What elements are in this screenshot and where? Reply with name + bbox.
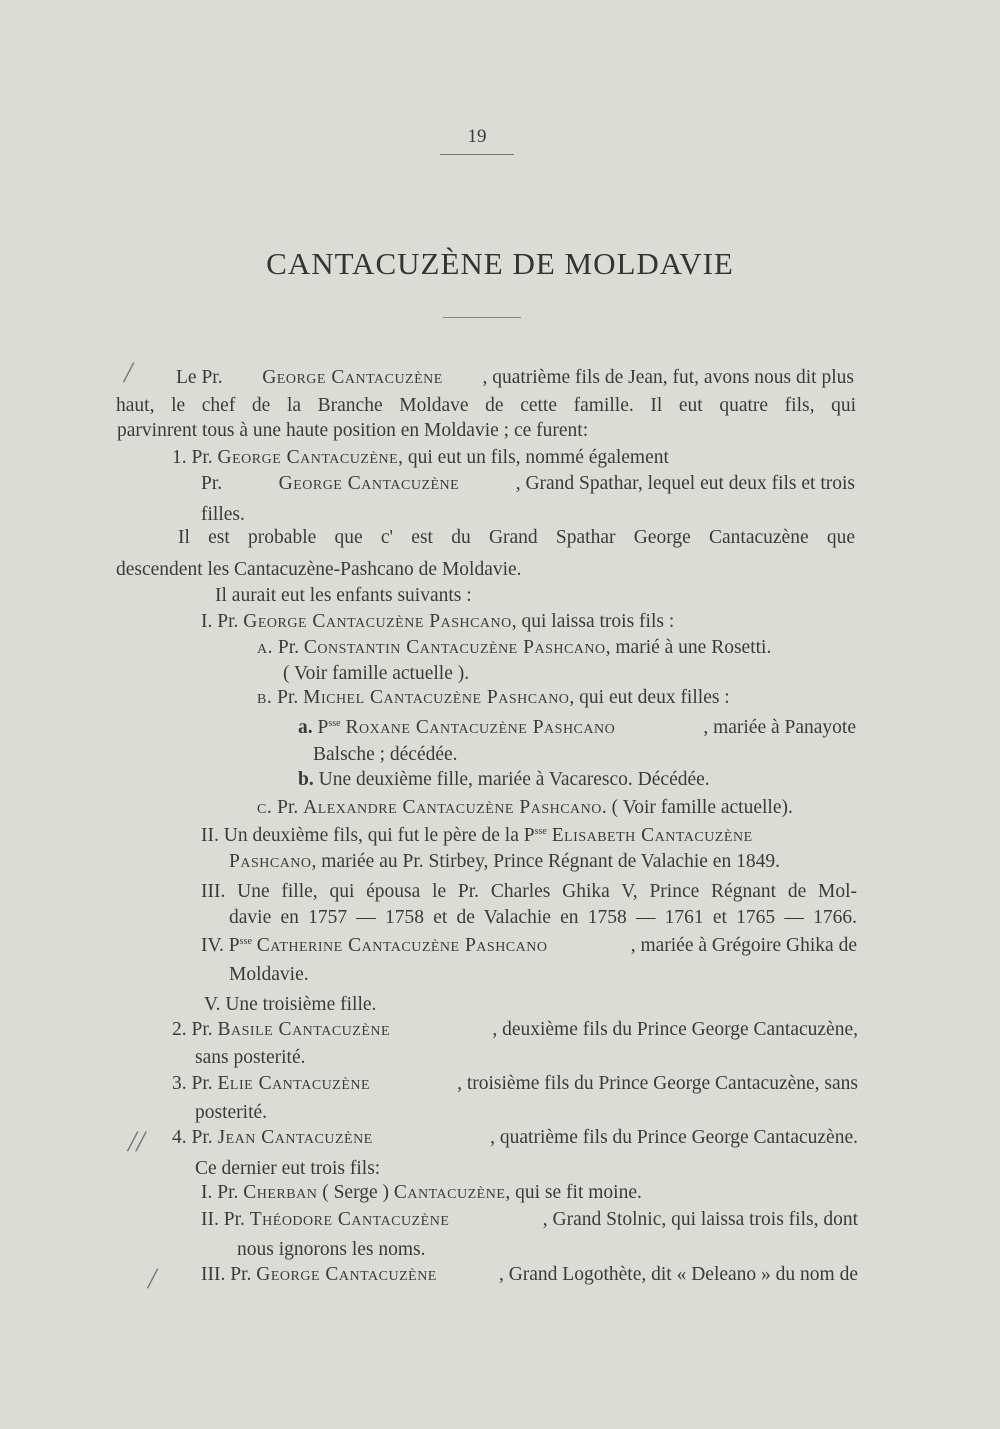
text-line: Balsche ; décédée. <box>313 744 458 765</box>
text-line: Ce dernier eut trois fils: <box>195 1158 381 1179</box>
text-line: Moldavie. <box>229 964 309 985</box>
list-item: 3. Pr. Elie Cantacuzène , troisième fils du Prince George Cantacuzène, sans <box>172 1073 858 1094</box>
text-line: Il aurait eut les enfants suivants : <box>215 585 472 606</box>
page-number: 19 <box>440 126 514 155</box>
text-line: posterité. <box>195 1102 268 1123</box>
text-line: haut, le chef de la Branche Moldave de cette famille. Il eut quatre fils, qui <box>116 395 856 416</box>
list-item: III. Une fille, qui épousa le Pr. Charles Ghika V, Prince Régnant de Mol- <box>201 881 857 902</box>
list-item: IV. $P^{sse}$ Catherine Cantacuzène Pashcano , mariée à Grégoire Ghika de <box>201 935 857 956</box>
text-line: Il est probable que c' est du Grand Spathar George Cantacuzène que <box>178 527 855 548</box>
pencil-mark: / <box>148 1262 157 1295</box>
list-item: III. Pr. George Cantacuzène , Grand Logothète, dit « Deleano » du nom de <box>201 1264 858 1285</box>
page-title: CANTACUZÈNE DE MOLDAVIE <box>266 246 734 281</box>
pencil-mark: // <box>128 1125 145 1158</box>
text-line: Pr. George Cantacuzène , Grand Spathar, lequel eut deux fils et trois <box>201 473 855 494</box>
list-item: c. Pr. Alexandre Cantacuzène Pashcano. ( Voir famille actuelle). <box>257 797 793 818</box>
list-item: 4. Pr. Jean Cantacuzène , quatrième fils du Prince George Cantacuzène. <box>172 1127 858 1148</box>
list-item: a. $P^{sse}$ Roxane Cantacuzène Pashcano , mariée à Panayote <box>298 717 856 738</box>
text-line: filles. <box>201 504 245 525</box>
list-item: b. Pr. Michel Cantacuzène Pashcano, qui eut deux filles : <box>257 687 730 708</box>
pencil-mark: / <box>124 356 133 389</box>
list-item: 1. Pr. George Cantacuzène, qui eut un fils, nommé également <box>172 447 669 468</box>
text-line: Le Pr. George Cantacuzène , quatrième fils de Jean, fut, avons nous dit plus <box>176 367 854 388</box>
list-item: b. Une deuxième fille, mariée à Vacaresco. Décédée. <box>298 769 710 790</box>
list-item: II. Pr. Théodore Cantacuzène , Grand Stolnic, qui laissa trois fils, dont <box>201 1209 858 1230</box>
list-item: 2. Pr. Basile Cantacuzène , deuxième fils du Prince George Cantacuzène, <box>172 1019 858 1040</box>
text-line: davie en 1757 — 1758 et de Valachie en 1758 — 1761 et 1765 — 1766. <box>229 907 857 928</box>
text-line: ( Voir famille actuelle ). <box>283 663 470 684</box>
list-item: I. Pr. Cherban ( Serge ) Cantacuzène, qui se fit moine. <box>201 1182 642 1203</box>
title-rule <box>443 317 521 318</box>
list-item: II. Un deuxième fils, qui fut le père de la $P^{sse}$ Elisabeth Cantacuzène <box>201 825 753 846</box>
text-line: sans posterité. <box>195 1047 306 1068</box>
text-line: descendent les Cantacuzène-Pashcano de Moldavie. <box>116 559 522 580</box>
list-item: I. Pr. George Cantacuzène Pashcano, qui laissa trois fils : <box>201 611 675 632</box>
text-line: parvinrent tous à une haute position en Moldavie ; ce furent: <box>117 420 589 441</box>
list-item: V. Une troisième fille. <box>204 994 377 1015</box>
text-line: nous ignorons les noms. <box>237 1239 426 1260</box>
list-item: a. Pr. Constantin Cantacuzène Pashcano, marié à une Rosetti. <box>257 637 772 658</box>
text-line: Pashcano, mariée au Pr. Stirbey, Prince Régnant de Valachie en 1849. <box>229 851 780 872</box>
